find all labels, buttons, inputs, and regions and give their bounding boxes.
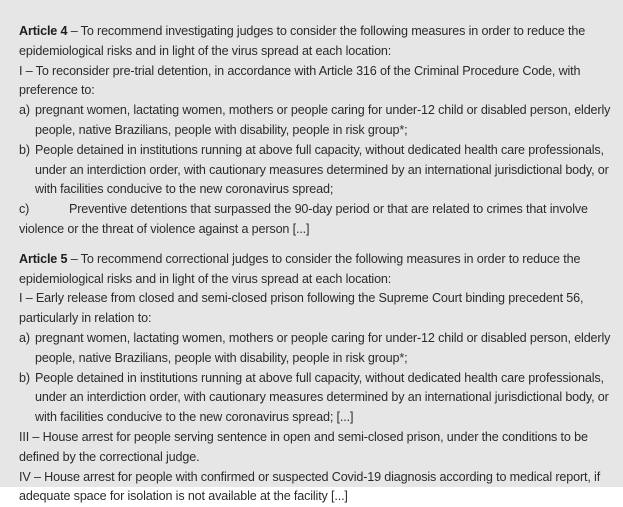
article-5 bbox=[19, 250, 611, 507]
item-text: pregnant women, lactating women, mothers or people caring for under-12 child or disabled person, elderly people, native Brazilians, people with disability, people in risk group*; bbox=[35, 103, 611, 137]
article-5-clause-4: IV – House arrest for people with confirmed or suspected Covid-19 diagnosis according to medical report, if adequate space for isolation is not available at the facility [...] bbox=[19, 469, 601, 504]
article-5-item-a bbox=[19, 329, 611, 369]
article-4-clause-1: I – To reconsider pre-trial detention, in accordance with Article 316 of the Criminal Procedure Code, with preference to: bbox=[19, 63, 581, 98]
item-text: pregnant women, lactating women, mothers or people caring for under-12 child or disabled person, elderly people, native Brazilians, people with disability, people in risk group*; bbox=[35, 330, 611, 365]
item-marker: b) bbox=[19, 370, 30, 385]
item-marker: a) bbox=[19, 103, 30, 118]
article-4-item-c bbox=[19, 200, 611, 240]
article-4-title: Article 4 bbox=[19, 24, 68, 38]
item-text: People detained in institutions running at above full capacity, without dedicated health care professionals, under an interdiction order, with cautionary measures determined by an international jurisdictional body, or with facilities conducive to the new coronavirus spread; bbox=[35, 142, 609, 197]
article-5-item-b bbox=[19, 369, 611, 428]
article-4 bbox=[19, 22, 611, 240]
article-4-intro bbox=[19, 22, 611, 62]
item-text: People detained in institutions running at above full capacity, without dedicated health care professionals, under an interdiction order, with cautionary measures determined by an international jurisdictional body, or with facilities conducive to the new coronavirus spread; [...] bbox=[35, 370, 609, 425]
article-5-title: Article 5 bbox=[19, 251, 68, 266]
article-5-intro-text: – To recommend correctional judges to consider the following measures in order to reduce the epidemiological risks and in light of the virus spread at each location: bbox=[19, 251, 581, 286]
item-marker: a) bbox=[19, 330, 30, 345]
item-text-c bbox=[19, 200, 611, 240]
item-marker: b) bbox=[19, 142, 30, 157]
article-4-item-a bbox=[19, 101, 611, 141]
article-5-clause-3: III – House arrest for people serving sentence in open and semi-closed prison, under the conditions to be defined by the correctional judge. bbox=[19, 429, 588, 464]
article-4-intro-text: – To recommend investigating judges to consider the following measures in order to reduce the epidemiological risks and in light of the virus spread at each location: bbox=[19, 24, 586, 58]
item-c-body: Preventive detentions that surpassed the 90-day period or that are related to crimes that involve violence or the threat of violence against a person [...] bbox=[19, 202, 588, 236]
item-marker: c) bbox=[19, 202, 30, 217]
article-4-item-b bbox=[19, 141, 611, 200]
article-5-intro bbox=[19, 250, 611, 290]
article-5-clause-1: I – Early release from closed and semi-closed prison following the Supreme Court binding precedent 56, particularly in relation to: bbox=[19, 291, 584, 326]
